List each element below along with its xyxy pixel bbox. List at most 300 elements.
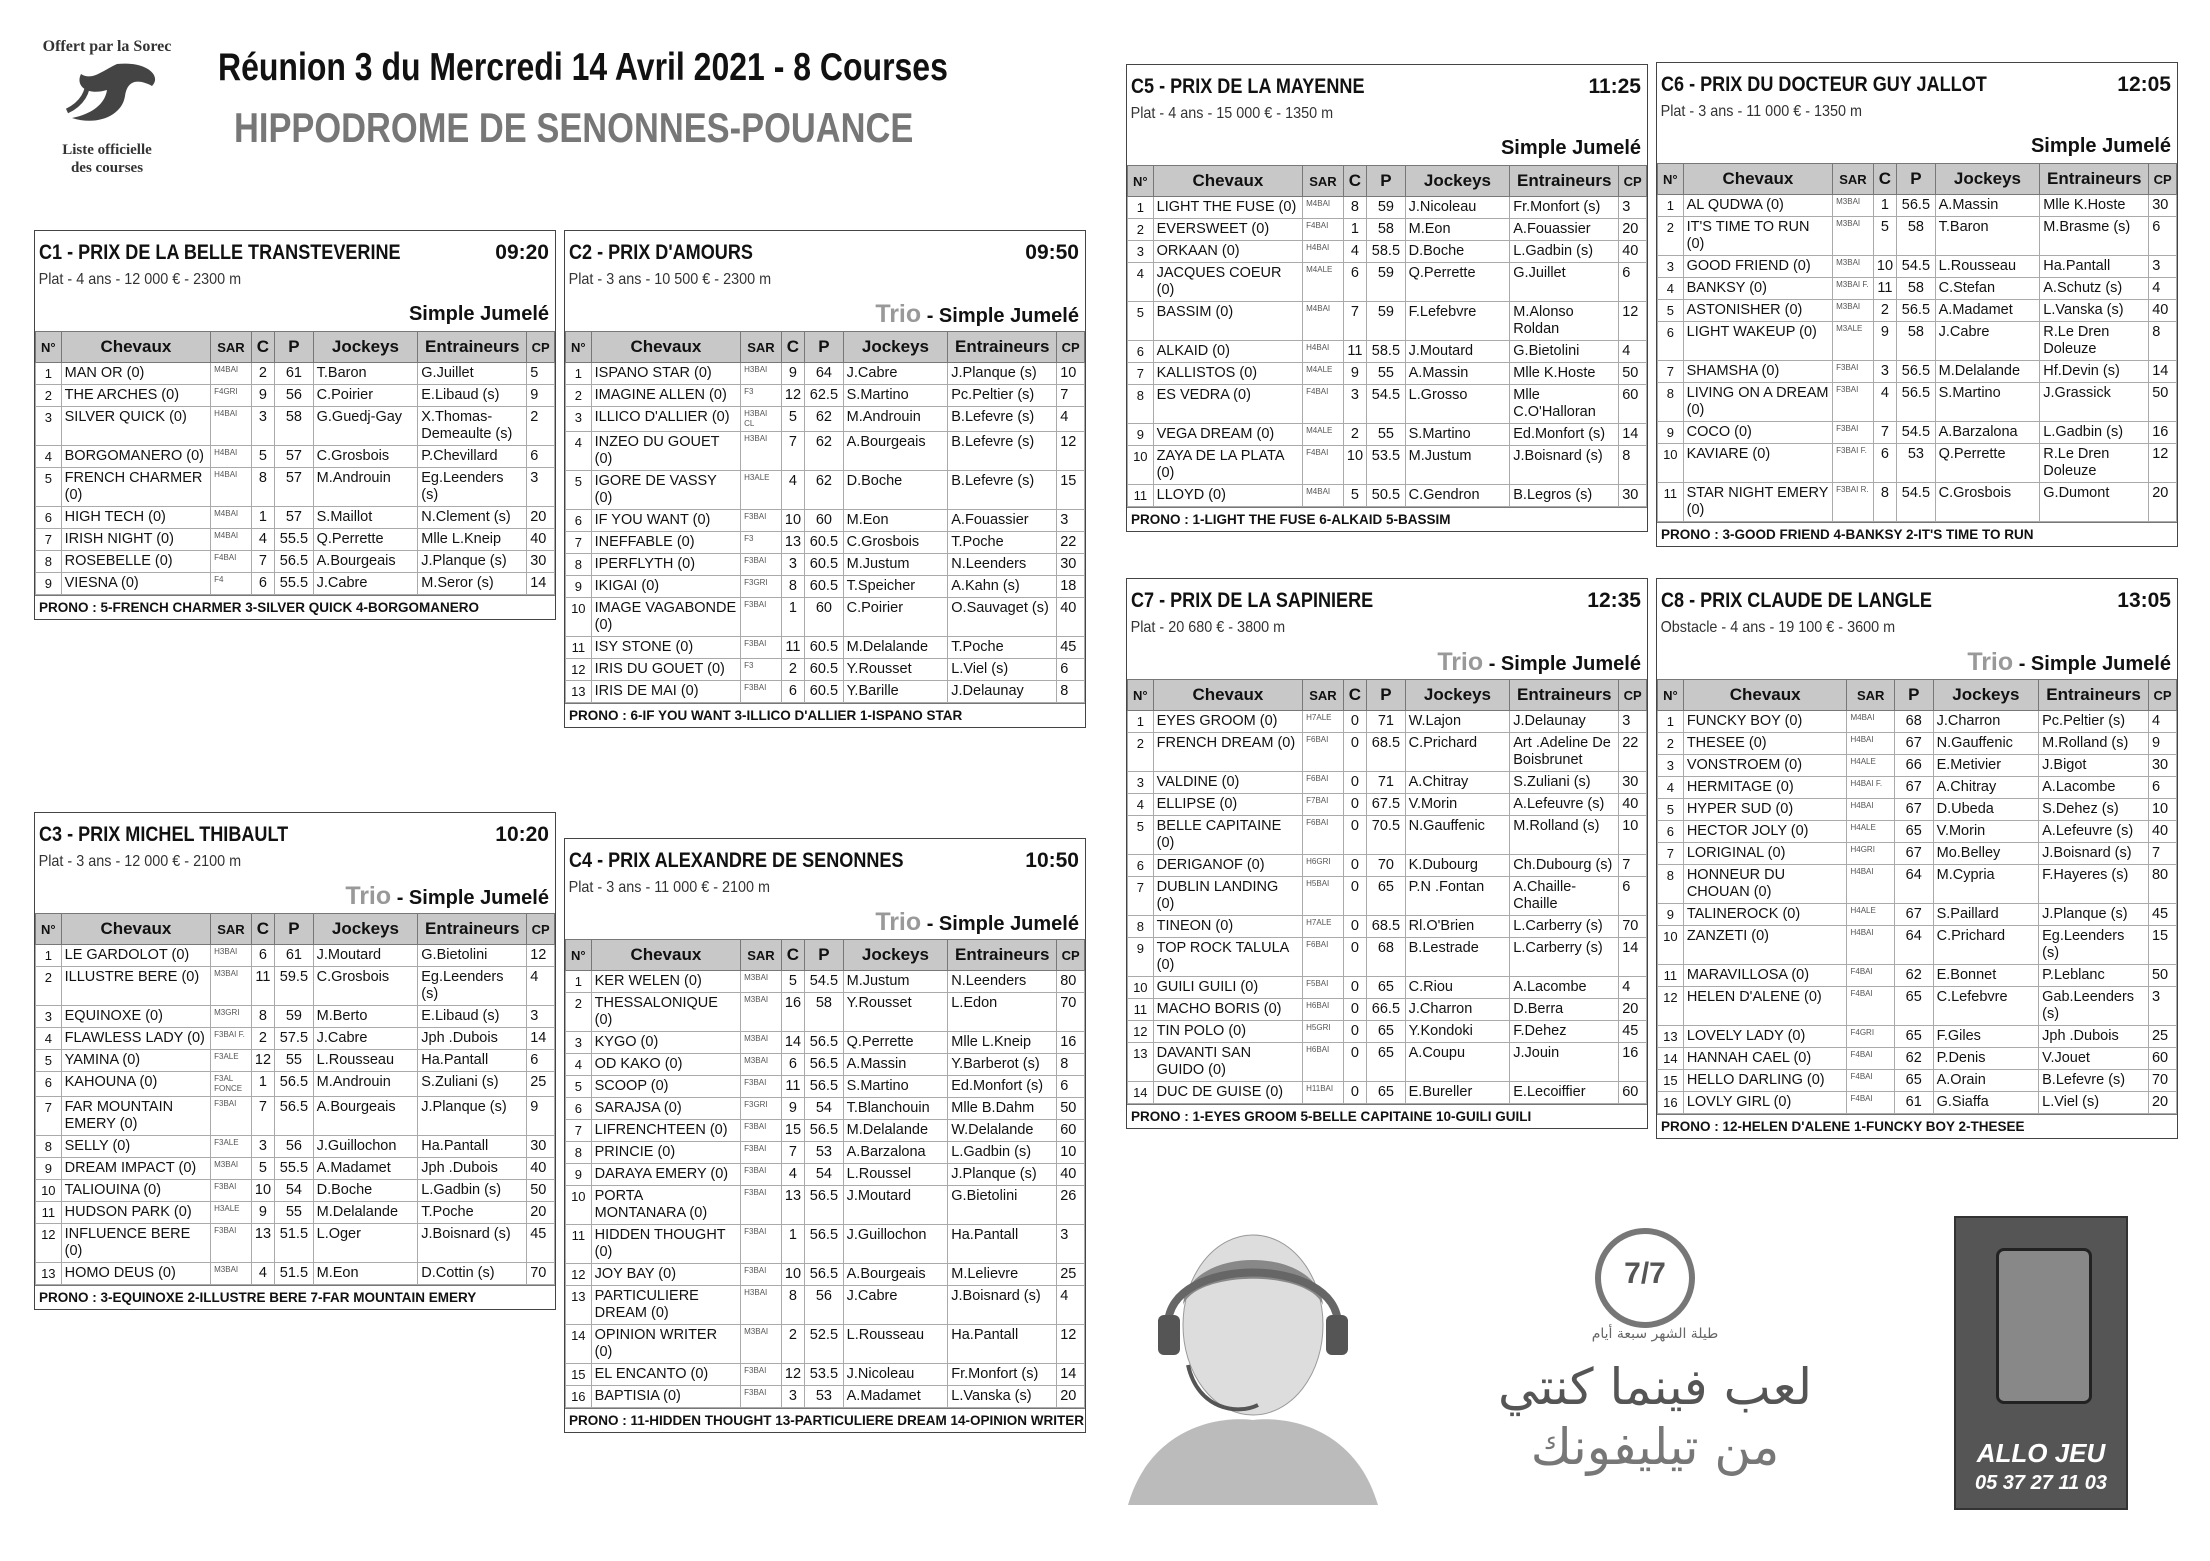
cell-p: 56.5 — [275, 551, 313, 573]
cell-num: 13 — [1128, 1043, 1154, 1082]
runner-row — [1128, 877, 1647, 916]
runner-row — [566, 681, 1085, 703]
cell-num: 3 — [1658, 755, 1684, 777]
cell-trainer: J.Planque (s) — [418, 1097, 527, 1136]
cell-p: 59 — [1367, 263, 1405, 302]
cell-trainer: Art .Adeline De Boisbrunet — [1510, 733, 1619, 772]
cell-horse: HANNAH CAEL (0) — [1683, 1048, 1847, 1070]
runner-row — [36, 1050, 555, 1072]
runner-row — [1128, 219, 1647, 241]
cell-cp: 30 — [2148, 755, 2176, 777]
col-cp: CP — [2148, 680, 2176, 711]
cell-jockey: S.Maillot — [313, 507, 418, 529]
cell-jockey: Y.Barille — [843, 681, 948, 703]
cell-num: 9 — [1128, 424, 1154, 446]
runner-row — [566, 385, 1085, 407]
cell-num: 1 — [36, 363, 62, 385]
cell-horse: VALDINE (0) — [1153, 772, 1303, 794]
col-trainer: Entraineurs — [2040, 164, 2149, 195]
cell-c: 11 — [1343, 341, 1366, 363]
cell-num: 3 — [1128, 241, 1154, 263]
bet-simple-jumele: - Simple Jumelé — [921, 913, 1079, 935]
cell-trainer: M.Brasme (s) — [2040, 217, 2149, 256]
cell-horse: SCOOP (0) — [591, 1076, 741, 1098]
cell-c: 10 — [781, 510, 804, 532]
cell-jockey: P.N .Fontan — [1405, 877, 1510, 916]
cell-p: 59 — [275, 1006, 313, 1028]
runner-row — [1658, 300, 2177, 322]
col-horse: Chevaux — [1683, 680, 1847, 711]
cell-cp: 3 — [2149, 256, 2177, 278]
cell-c: 11 — [1873, 278, 1896, 300]
runner-row — [1658, 777, 2177, 799]
race-c7 — [1126, 578, 1648, 1129]
col-trainer: Entraineurs — [418, 914, 527, 945]
cell-horse: FLAWLESS LADY (0) — [61, 1028, 211, 1050]
cell-cp: 14 — [2149, 361, 2177, 383]
cell-num: 10 — [566, 1186, 592, 1225]
runner-row — [1658, 422, 2177, 444]
cell-p: 57.5 — [275, 1028, 313, 1050]
cell-cp: 30 — [527, 1136, 555, 1158]
cell-sar: M3BAI — [211, 1263, 252, 1285]
cell-cp: 16 — [1619, 1043, 1647, 1082]
cell-trainer: Mlle B.Dahm — [948, 1098, 1057, 1120]
runners-table — [1127, 679, 1647, 1104]
cell-p: 56.5 — [805, 1120, 843, 1142]
cell-p: 54.5 — [805, 971, 843, 993]
cell-c: 9 — [1343, 363, 1366, 385]
cell-c: 3 — [251, 407, 274, 446]
cell-c: 0 — [1343, 816, 1366, 855]
cell-trainer: J.Jouin — [1510, 1043, 1619, 1082]
cell-jockey: A.Bourgeais — [843, 1264, 948, 1286]
cell-cp: 3 — [527, 468, 555, 507]
cell-cp: 70 — [1619, 916, 1647, 938]
runner-row — [566, 1386, 1085, 1408]
cell-cp: 10 — [1057, 1142, 1085, 1164]
cell-trainer: G.Juillet — [418, 363, 527, 385]
cell-cp: 3 — [2148, 987, 2176, 1026]
runner-row — [36, 945, 555, 967]
cell-jockey: M.Delalande — [1935, 361, 2040, 383]
cell-jockey: L.Rousseau — [1935, 256, 2040, 278]
cell-horse: HOMO DEUS (0) — [61, 1263, 211, 1285]
cell-trainer: A.Fouassier — [948, 510, 1057, 532]
cell-horse: LLOYD (0) — [1153, 485, 1303, 507]
cell-horse: ILLUSTRE BERE (0) — [61, 967, 211, 1006]
cell-jockey: Q.Perrette — [843, 1032, 948, 1054]
cell-num: 1 — [36, 945, 62, 967]
cell-sar: M4BAI — [211, 363, 252, 385]
cell-cp: 3 — [1057, 510, 1085, 532]
cell-num: 13 — [566, 1286, 592, 1325]
cell-num: 1 — [1658, 711, 1684, 733]
cell-jockey: J.Cabre — [1935, 322, 2040, 361]
cell-c: 11 — [251, 967, 274, 1006]
cell-p: 55 — [275, 1202, 313, 1224]
cell-p: 57 — [275, 507, 313, 529]
cell-cp: 40 — [1057, 1164, 1085, 1186]
cell-cp: 6 — [1057, 659, 1085, 681]
cell-horse: LOVELY LADY (0) — [1683, 1026, 1847, 1048]
runner-row — [566, 532, 1085, 554]
cell-cp: 40 — [527, 1158, 555, 1180]
cell-sar: M4BAI — [1303, 485, 1344, 507]
cell-sar: M3BAI — [1833, 300, 1874, 322]
cell-jockey: G.Siaffa — [1933, 1092, 2039, 1114]
cell-jockey: A.Bourgeais — [843, 432, 948, 471]
cell-cp: 12 — [2149, 444, 2177, 483]
runner-row — [566, 1076, 1085, 1098]
race-conditions: Obstacle - 4 ans - 19 100 € - 3600 m — [1660, 619, 1896, 636]
cell-c: 0 — [1343, 877, 1366, 916]
cell-horse: EYES GROOM (0) — [1153, 711, 1303, 733]
cell-p: 54.5 — [1897, 422, 1935, 444]
cell-trainer: A.Lefeuvre (s) — [1510, 794, 1619, 816]
cell-cp: 6 — [527, 446, 555, 468]
cell-sar: M3BAI — [1833, 195, 1874, 217]
allo-jeu-ad — [1954, 1216, 2128, 1510]
race-title: C1 - PRIX DE LA BELLE TRANSTEVERINE — [39, 241, 401, 264]
cell-p: 53 — [805, 1386, 843, 1408]
runner-row — [1128, 424, 1647, 446]
cell-num: 5 — [1128, 816, 1154, 855]
col-c: C — [1873, 164, 1896, 195]
cell-sar: F4BAI — [1847, 1048, 1894, 1070]
cell-horse: GOOD FRIEND (0) — [1683, 256, 1833, 278]
cell-c: 10 — [1873, 256, 1896, 278]
cell-p: 56 — [805, 1286, 843, 1325]
col-p: P — [275, 332, 313, 363]
runner-row — [1658, 711, 2177, 733]
cell-horse: TIN POLO (0) — [1153, 1021, 1303, 1043]
col-horse: Chevaux — [1153, 680, 1303, 711]
runner-row — [1128, 916, 1647, 938]
cell-sar: F6BAI — [1303, 733, 1344, 772]
col-sar: SAR — [1303, 166, 1344, 197]
cell-horse: ALKAID (0) — [1153, 341, 1303, 363]
cell-jockey: M.Eon — [843, 510, 948, 532]
cell-sar: F6BAI — [1303, 772, 1344, 794]
cell-cp: 16 — [1057, 1032, 1085, 1054]
cell-sar: F3GRI — [741, 1098, 782, 1120]
cell-cp: 50 — [2148, 965, 2176, 987]
cell-trainer: A.Kahn (s) — [948, 576, 1057, 598]
cell-sar: H4ALE — [1847, 904, 1894, 926]
race-c5 — [1126, 64, 1648, 532]
cell-c: 7 — [781, 1142, 804, 1164]
race-time: 13:05 — [2117, 589, 2171, 612]
cell-c: 7 — [1873, 422, 1896, 444]
bet-types — [565, 297, 1085, 331]
cell-c: 5 — [1343, 485, 1366, 507]
cell-c: 9 — [251, 1202, 274, 1224]
cell-cp: 6 — [1619, 877, 1647, 916]
cell-sar: H3BAI — [741, 363, 782, 385]
cell-trainer: A.Lacombe — [1510, 977, 1619, 999]
cell-horse: MAN OR (0) — [61, 363, 211, 385]
col-trainer: Entraineurs — [948, 332, 1057, 363]
cell-c: 2 — [781, 659, 804, 681]
cell-jockey: C.Poirier — [843, 598, 948, 637]
cell-jockey: J.Nicoleau — [1405, 197, 1510, 219]
cell-p: 64 — [1894, 926, 1933, 965]
cell-cp: 40 — [2149, 300, 2177, 322]
cell-trainer: E.Libaud (s) — [418, 1006, 527, 1028]
cell-num: 9 — [36, 573, 62, 595]
cell-c: 3 — [781, 1386, 804, 1408]
cell-horse: EVERSWEET (0) — [1153, 219, 1303, 241]
cell-p: 67 — [1894, 777, 1933, 799]
col-p: P — [805, 332, 843, 363]
race-time: 09:50 — [1025, 241, 1079, 264]
runners-table — [1127, 165, 1647, 507]
cell-horse: IGORE DE VASSY (0) — [591, 471, 741, 510]
cell-sar: H4BAI — [1847, 926, 1894, 965]
cell-trainer: J.Boisnard (s) — [1510, 446, 1619, 485]
col-num: N° — [1128, 680, 1154, 711]
race-time: 12:05 — [2117, 73, 2171, 96]
cell-horse: EQUINOXE (0) — [61, 1006, 211, 1028]
cell-trainer: L.Gadbin (s) — [1510, 241, 1619, 263]
runner-row — [1658, 865, 2177, 904]
cell-horse: FAR MOUNTAIN EMERY (0) — [61, 1097, 211, 1136]
cell-c: 2 — [1873, 300, 1896, 322]
col-num: N° — [1658, 164, 1684, 195]
cell-c: 0 — [1343, 1021, 1366, 1043]
runner-row — [1128, 385, 1647, 424]
cell-c: 11 — [781, 637, 804, 659]
cell-horse: PRINCIE (0) — [591, 1142, 741, 1164]
race-title: C4 - PRIX ALEXANDRE DE SENONNES — [569, 849, 904, 872]
logo-offered-by: Offert par la Sorec — [42, 38, 172, 55]
cell-cp: 2 — [527, 407, 555, 446]
badge-caption: طيلة الشهر سبعة أيام — [1591, 1326, 1719, 1342]
cell-horse: ISY STONE (0) — [591, 637, 741, 659]
cell-trainer: Mlle K.Hoste — [2040, 195, 2149, 217]
cell-c: 7 — [781, 432, 804, 471]
cell-p: 54 — [805, 1164, 843, 1186]
cell-cp: 25 — [2148, 1026, 2176, 1048]
cell-sar: F3BAI F. — [211, 1028, 252, 1050]
cell-c: 12 — [781, 385, 804, 407]
cell-p: 56.5 — [1897, 361, 1935, 383]
cell-jockey: L.Oger — [313, 1224, 418, 1263]
col-sar: SAR — [211, 332, 252, 363]
cell-num: 4 — [566, 432, 592, 471]
cell-num: 4 — [36, 1028, 62, 1050]
cell-cp: 3 — [1619, 197, 1647, 219]
cell-trainer: J.Delaunay — [1510, 711, 1619, 733]
cell-jockey: T.Speicher — [843, 576, 948, 598]
cell-sar: F3BAI — [1833, 383, 1874, 422]
cell-jockey: D.Boche — [843, 471, 948, 510]
runner-row — [1658, 278, 2177, 300]
cell-jockey: L.Grosso — [1405, 385, 1510, 424]
cell-sar: H3BAI — [211, 945, 252, 967]
runner-row — [1128, 485, 1647, 507]
cell-jockey: Q.Perrette — [313, 529, 418, 551]
bet-simple-jumele: Simple Jumelé — [2030, 135, 2171, 157]
cell-sar: F3BAI — [741, 681, 782, 703]
cell-horse: VEGA DREAM (0) — [1153, 424, 1303, 446]
cell-sar: H4BAI — [1303, 341, 1344, 363]
col-sar: SAR — [1303, 680, 1344, 711]
cell-c: 4 — [1343, 241, 1366, 263]
cell-trainer: M.Rolland (s) — [2039, 733, 2149, 755]
cell-trainer: G.Dumont — [2040, 483, 2149, 522]
cell-jockey: J.Charron — [1405, 999, 1510, 1021]
cell-jockey: V.Morin — [1933, 821, 2039, 843]
cell-cp: 3 — [1619, 711, 1647, 733]
cell-c: 0 — [1343, 1043, 1366, 1082]
cell-num: 10 — [1658, 444, 1684, 483]
cell-num: 3 — [566, 1032, 592, 1054]
cell-trainer: L.Vanska (s) — [2040, 300, 2149, 322]
cell-p: 68.5 — [1367, 916, 1405, 938]
cell-c: 4 — [251, 529, 274, 551]
cell-jockey: J.Moutard — [313, 945, 418, 967]
cell-trainer: Ha.Pantall — [418, 1136, 527, 1158]
page-title: Réunion 3 du Mercredi 14 Avril 2021 - 8 Courses — [218, 46, 948, 89]
cell-jockey: L.Rousseau — [313, 1050, 418, 1072]
cell-p: 64 — [1894, 865, 1933, 904]
cell-c: 1 — [251, 1072, 274, 1097]
cell-horse: HIGH TECH (0) — [61, 507, 211, 529]
cell-jockey: A.Madamet — [313, 1158, 418, 1180]
cell-c: 4 — [781, 1164, 804, 1186]
bet-types — [1657, 645, 2177, 679]
cell-cp: 45 — [1057, 637, 1085, 659]
cell-trainer: L.Gadbin (s) — [948, 1142, 1057, 1164]
cell-jockey: M.Justum — [1405, 446, 1510, 485]
cell-horse: LE GARDOLOT (0) — [61, 945, 211, 967]
cell-sar: F3BAI — [741, 1264, 782, 1286]
cell-num: 11 — [566, 637, 592, 659]
cell-cp: 30 — [2149, 195, 2177, 217]
cell-num: 12 — [566, 659, 592, 681]
cell-horse: KAVIARE (0) — [1683, 444, 1833, 483]
cell-num: 6 — [1658, 821, 1684, 843]
cell-num: 16 — [1658, 1092, 1684, 1114]
cell-num: 8 — [1658, 383, 1684, 422]
cell-horse: LORIGINAL (0) — [1683, 843, 1847, 865]
call-agent-image — [1128, 1215, 1378, 1505]
cell-sar: F3BAI — [741, 1164, 782, 1186]
cell-horse: ROSEBELLE (0) — [61, 551, 211, 573]
cell-sar: F3 — [741, 532, 782, 554]
cell-jockey: F.Giles — [1933, 1026, 2039, 1048]
cell-jockey: A.Bourgeais — [313, 551, 418, 573]
cell-c: 0 — [1343, 733, 1366, 772]
cell-c: 3 — [1343, 385, 1366, 424]
runner-row — [566, 1142, 1085, 1164]
cell-num: 2 — [1128, 219, 1154, 241]
cell-trainer: N.Leenders — [948, 971, 1057, 993]
cell-cp: 70 — [2148, 1070, 2176, 1092]
cell-horse: IRIS DE MAI (0) — [591, 681, 741, 703]
cell-jockey: W.Lajon — [1405, 711, 1510, 733]
cell-sar: H4BAI F. — [1847, 777, 1894, 799]
cell-sar: H6BAI — [1303, 999, 1344, 1021]
cell-horse: OD KAKO (0) — [591, 1054, 741, 1076]
cell-trainer: N.Clement (s) — [418, 507, 527, 529]
cell-num: 13 — [566, 681, 592, 703]
cell-num: 5 — [566, 471, 592, 510]
cell-num: 9 — [1658, 422, 1684, 444]
cell-trainer: Jph .Dubois — [418, 1158, 527, 1180]
cell-num: 2 — [566, 993, 592, 1032]
cell-cp: 6 — [527, 1050, 555, 1072]
cell-sar: M4ALE — [1303, 424, 1344, 446]
cell-trainer: X.Thomas-Demeaulte (s) — [418, 407, 527, 446]
cell-c: 1 — [251, 507, 274, 529]
cell-sar: F3GRI — [741, 576, 782, 598]
cell-p: 57 — [275, 446, 313, 468]
cell-p: 60 — [805, 598, 843, 637]
cell-jockey: M.Delalande — [313, 1202, 418, 1224]
cell-jockey: M.Androuin — [313, 468, 418, 507]
cell-horse: KER WELEN (0) — [591, 971, 741, 993]
cell-p: 62 — [1894, 965, 1933, 987]
cell-trainer: E.Lecoiffier — [1510, 1082, 1619, 1104]
runner-row — [566, 1364, 1085, 1386]
runner-row — [1128, 1082, 1647, 1104]
cell-p: 62 — [805, 471, 843, 510]
cell-num: 8 — [566, 1142, 592, 1164]
runner-row — [1128, 999, 1647, 1021]
col-trainer: Entraineurs — [1510, 680, 1619, 711]
phone-icon — [1996, 1248, 2092, 1404]
cell-sar: M3BAI — [211, 1158, 252, 1180]
cell-cp: 20 — [1619, 999, 1647, 1021]
cell-p: 60.5 — [805, 554, 843, 576]
cell-jockey: Y.Rousset — [843, 993, 948, 1032]
cell-sar: H5GRI — [1303, 1021, 1344, 1043]
cell-p: 70 — [1367, 855, 1405, 877]
cell-trainer: L.Gadbin (s) — [418, 1180, 527, 1202]
cell-cp: 12 — [1619, 302, 1647, 341]
col-sar: SAR — [1833, 164, 1874, 195]
cell-jockey: J.Charron — [1933, 711, 2039, 733]
cell-cp: 15 — [1057, 471, 1085, 510]
cell-jockey: A.Madamet — [1935, 300, 2040, 322]
cell-num: 1 — [566, 363, 592, 385]
cell-c: 6 — [781, 681, 804, 703]
cell-num: 1 — [1128, 711, 1154, 733]
cell-horse: JACQUES COEUR (0) — [1153, 263, 1303, 302]
cell-p: 62.5 — [805, 385, 843, 407]
cell-horse: AL QUDWA (0) — [1683, 195, 1833, 217]
cell-jockey: C.Grosbois — [313, 967, 418, 1006]
runner-row — [566, 407, 1085, 432]
race-conditions: Plat - 3 ans - 12 000 € - 2100 m — [38, 853, 242, 870]
cell-cp: 9 — [527, 1097, 555, 1136]
cell-jockey: S.Martino — [843, 385, 948, 407]
cell-jockey: C.Prichard — [1405, 733, 1510, 772]
cell-jockey: A.Bourgeais — [313, 1097, 418, 1136]
horse-logo-icon — [47, 56, 167, 136]
cell-trainer: B.Lefevre (s) — [2039, 1070, 2149, 1092]
cell-cp: 60 — [1619, 1082, 1647, 1104]
runner-row — [1658, 799, 2177, 821]
cell-sar: F3BAI — [741, 1364, 782, 1386]
cell-cp: 40 — [2148, 821, 2176, 843]
cell-trainer: Ha.Pantall — [948, 1325, 1057, 1364]
col-horse: Chevaux — [591, 332, 741, 363]
runner-row — [1658, 1026, 2177, 1048]
